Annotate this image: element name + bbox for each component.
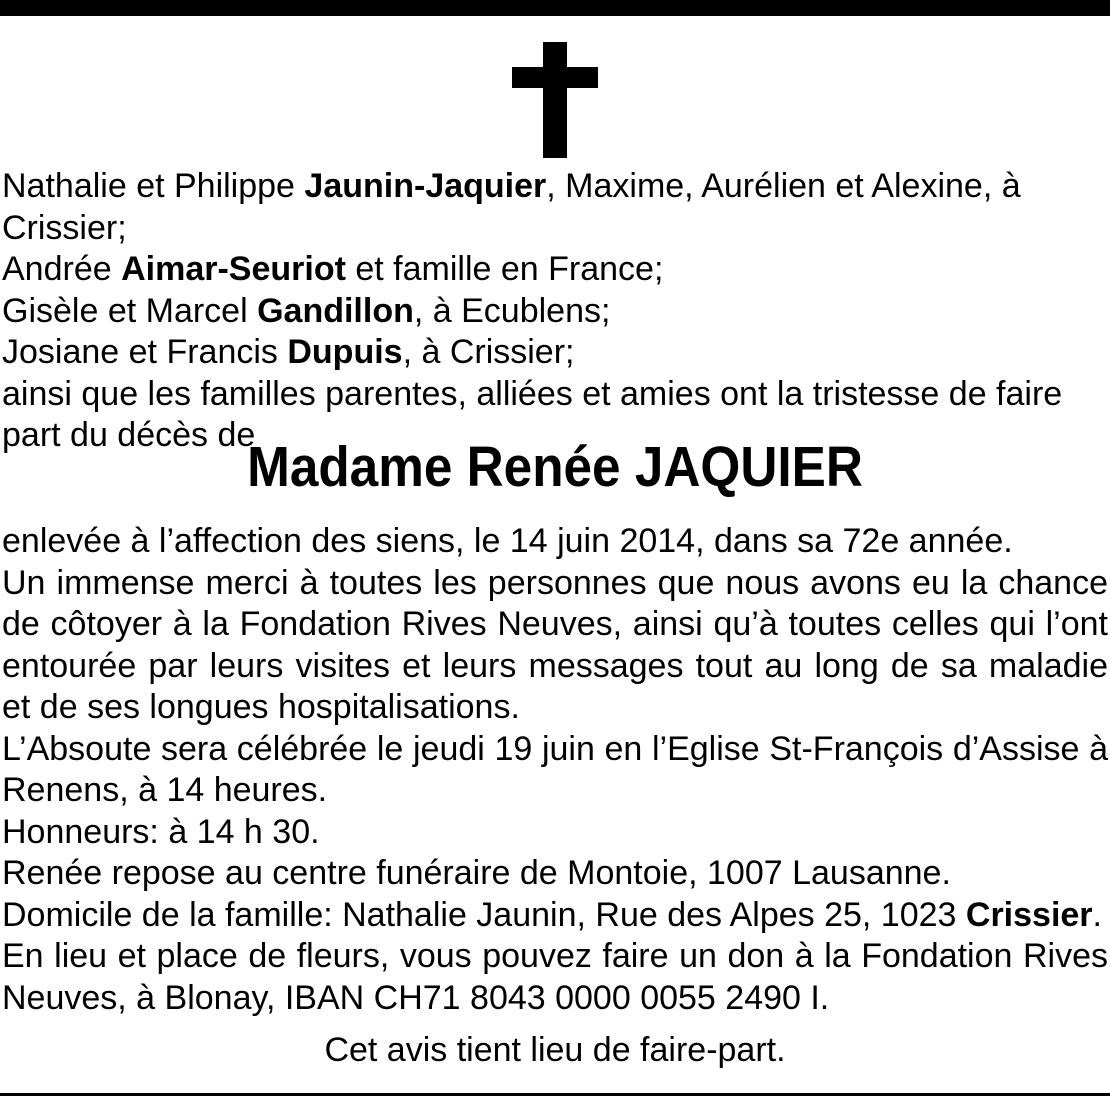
domicile-line: Domicile de la famille: Nathalie Jaunin, Rue des Alpes 25, 1023 Crissier. [2,895,1102,934]
honours-line: Honneurs: à 14 h 30. [2,812,320,851]
family-line: Gisèle et Marcel Gandillon, à Ecublens; [2,291,611,330]
death-notice: enlevée à l’affection des siens, le 14 juin 2014, dans sa 72e année. [2,522,1013,560]
ceremony-paragraph: L’Absoute sera célébrée le jeudi 19 juin en l’Eglise St-François d’Assise à Renens, à 14 heures. [2,729,1108,809]
repose-line: Renée repose au centre funéraire de Montoie, 1007 Lausanne. [2,854,951,892]
family-line: Andrée Aimar-Seuriot et famille en France; [2,250,664,288]
thanks-paragraph: Un immense merci à toutes les personnes que nous avons eu la chance de côtoyer à la Fondation Rives Neuves, ainsi qu’à toutes celles qui l’ont entourée par leurs visites et leurs messages tout au long de sa maladie et de ses longues hospitalisations. [2,563,1108,726]
bottom-rule [0,1093,1110,1096]
announcement: ainsi que les familles parentes, alliées et amies ont la tristesse de faire part du décès de [2,374,1063,454]
deceased-name: Madame Renée JAQUIER [247,435,863,499]
family-line: Nathalie et Philippe Jaunin-Jaquier, Maxime, Aurélien et Alexine, à Crissier; [2,167,1021,247]
notice-body [2,521,1108,1019]
top-rule [0,0,1110,16]
closing-line: Cet avis tient lieu de faire-part. [324,1031,786,1069]
donation-paragraph: En lieu et place de fleurs, vous pouvez faire un don à la Fondation Rives Neuves, à Blonay, IBAN CH71 8043 0000 0055 2490 I. [2,937,1108,1017]
family-line: Josiane et Francis Dupuis, à Crissier; [2,333,575,371]
latin-cross-icon [512,42,598,158]
family-list [2,166,1108,457]
